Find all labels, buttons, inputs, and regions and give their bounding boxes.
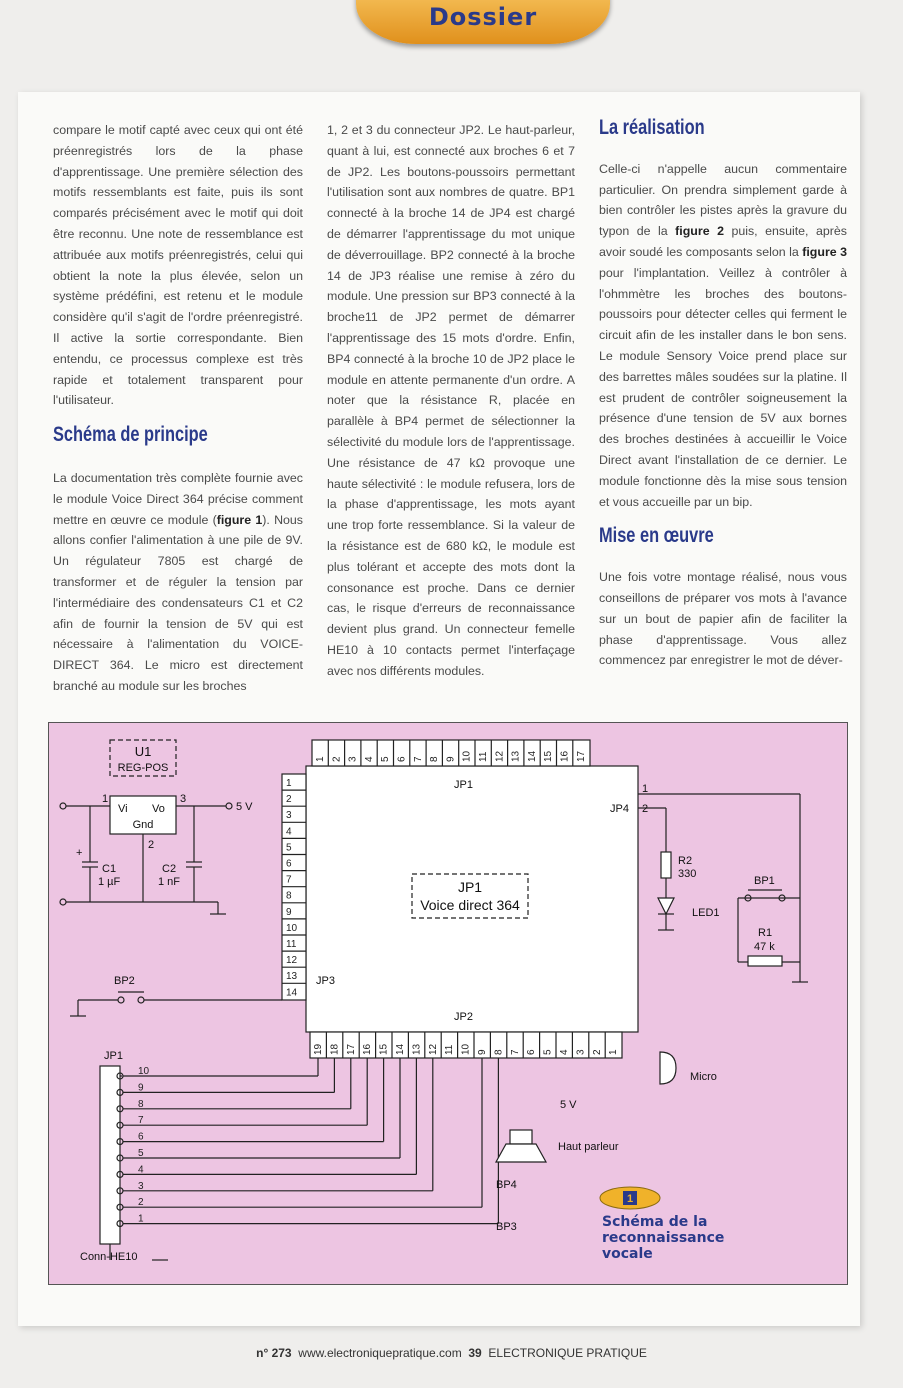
pin-number: 6	[526, 1049, 538, 1055]
pin-number: 8	[493, 1049, 505, 1055]
regpos-label: REG-POS	[117, 762, 169, 774]
text: ). Nous allons confier l'alimentation à une pile de 9V. Un régulateur 7805 est chargé de transformer et de réguler la tension par l'intermédiaire des condensateurs C1 et C2 afin de fournir la tension de 5V qui est nécessaire à l'alimentation du VOICE-DIRECT 364. Le micro est directement branché au module sur les broches	[53, 512, 303, 693]
pin-number: 9	[477, 1049, 488, 1055]
paragraph: Une fois votre montage réalisé, nous vous conseillons de préparer vos mots à l'avance sur un bout de papier afin de faciliter la phase d'apprentissage. Vous allez commencez par enregistrer le mot de déver-	[599, 570, 847, 668]
led1-label: LED1	[692, 907, 720, 919]
pin-number: 1	[608, 1049, 620, 1055]
r1-label: R1	[758, 927, 773, 939]
pin-number: 9	[286, 906, 292, 918]
pin-number: 10	[286, 922, 298, 934]
pin-number: 16	[559, 750, 571, 762]
module-label: JP1	[457, 879, 483, 895]
pin-label: 2	[642, 803, 649, 815]
paragraph: compare le motif capté avec ceux qui ont été préenregistrés lors de la phase d'apprentissage. Une première sélection des motifs ressemblants est faite, puis ils sont comparés précisément avec le motif qui doit être reconnu. Une note de ressemblance est attribuée aux motifs préenregistrés, celui qui obtient la note la plus élevée, selon un système prédéfini, est retenu et le module considère qu'il s'agit de l'ordre préenregistré. Il active la sortie correspondante. Bien entendu, ce processus complexe est très rapide et totalement transparent pour l'utilisateur.	[53, 123, 303, 408]
pin-number: 11	[444, 1044, 456, 1055]
r1-value: 47 k	[754, 941, 775, 953]
pin-number: 11	[478, 751, 489, 762]
pin-number: 4	[559, 1049, 570, 1055]
pin-number: 8	[138, 1098, 144, 1110]
site-url: www.electroniquepratique.com	[298, 1346, 462, 1360]
r2-value: 330	[678, 868, 697, 880]
pin-number: 5	[380, 756, 392, 762]
jp1-label: JP1	[454, 779, 473, 791]
pin-number: 17	[345, 1043, 357, 1055]
r2-label: R2	[678, 855, 693, 867]
paragraph	[599, 159, 847, 513]
bp1-label: BP1	[754, 875, 775, 887]
pin-number: 3	[347, 756, 359, 762]
pin-number: 14	[526, 750, 538, 762]
pin-number: 6	[138, 1131, 144, 1143]
pin-number: 10	[460, 1043, 472, 1055]
pin-number: 17	[575, 750, 587, 762]
pin-number: 19	[313, 1043, 324, 1055]
jp2-label: JP2	[454, 1011, 473, 1023]
pin-number: 3	[138, 1180, 144, 1192]
column-1	[53, 120, 303, 697]
pin-number: 7	[286, 874, 292, 886]
c2-label: C2	[162, 863, 177, 875]
bp3-label: BP3	[496, 1221, 517, 1233]
pin-number: 1	[286, 778, 292, 789]
pin-number: 18	[329, 1043, 341, 1055]
issue-number: n° 273	[256, 1346, 292, 1360]
gnd-label: Gnd	[132, 819, 154, 831]
pin-number: 13	[411, 1043, 423, 1055]
page-footer	[0, 1346, 903, 1360]
pin-number: 9	[445, 756, 457, 762]
paragraph	[53, 468, 303, 697]
conn-label: Conn-HE10	[80, 1251, 138, 1263]
pin-number: 3	[575, 1049, 587, 1055]
u1-label: U1	[134, 744, 152, 759]
c1-value: 1 µF	[98, 876, 121, 888]
pin-number: 12	[494, 750, 506, 762]
section-title: Dossier	[428, 3, 538, 31]
column-3	[599, 116, 847, 671]
caption-line: Schéma de la	[602, 1214, 708, 1230]
pin-number: 5	[138, 1148, 144, 1159]
figure-number: 1	[626, 1193, 634, 1205]
section-badge	[356, 0, 610, 44]
pin-number: 3	[286, 810, 292, 822]
pin-number: 2	[286, 794, 292, 806]
pin-number: 6	[396, 756, 408, 762]
circuit-diagram	[48, 722, 848, 1285]
pin-number: 10	[138, 1066, 150, 1077]
pin-number: 2	[138, 1197, 144, 1209]
pin-number: 16	[362, 1043, 374, 1055]
pin-number: 13	[510, 750, 522, 762]
pin-number: 1	[138, 1213, 144, 1225]
figure-ref: figure 2	[675, 224, 724, 239]
pin-label: 3	[180, 793, 187, 805]
c1-label: C1	[102, 863, 117, 875]
caption-line: vocale	[602, 1246, 653, 1262]
pin-number: 2	[331, 756, 343, 762]
pin-label: 2	[148, 839, 155, 851]
5v-label: 5 V	[236, 801, 253, 813]
heading-schema: Schéma de principe	[53, 423, 208, 447]
pin-number: 4	[138, 1164, 144, 1176]
pin-number: 7	[138, 1115, 144, 1127]
figure-ref: figure 3	[802, 244, 847, 259]
text: pour l'implantation. Veillez à contrôler à l'ohmmètre les broches des boutons-poussoirs pour détecter celles qui ferment le circuit afin de les installer dans le bon sens. Le module Sensory Voice prend place sur des barrettes mâles soudées sur la platine. Il est prudent de contrôler soigneusement la présence d'une tension de 5V aux bornes des broches destinées à accueillir le Voice Direct avant l'installation de ce dernier. Le module fonctionne dès la mise sous tension et vous accueille par un bip.	[599, 265, 847, 509]
pin-number: 9	[138, 1082, 144, 1094]
pin-number: 8	[286, 890, 292, 902]
text: La documentation très complète fournie avec le module Voice Direct 364 précise comment mettre en œuvre ce module (	[53, 470, 303, 527]
plus-label: +	[76, 847, 83, 859]
jp3-label: JP3	[316, 975, 335, 987]
pin-number: 12	[427, 1043, 439, 1055]
pin-number: 1	[315, 756, 326, 762]
jp4-label: JP4	[610, 803, 629, 815]
magazine-name: ELECTRONIQUE PRATIQUE	[488, 1346, 647, 1360]
vo-label: Vo	[152, 803, 165, 815]
micro-label: Micro	[690, 1071, 717, 1083]
pin-number: 10	[461, 750, 473, 762]
caption-line: reconnaissance	[602, 1230, 725, 1246]
pin-number: 7	[509, 1049, 521, 1055]
pin-number: 15	[378, 1043, 390, 1055]
bp2-label: BP2	[114, 975, 135, 987]
figure-ref: figure 1	[216, 512, 263, 527]
pin-label: 1	[102, 793, 109, 805]
pin-number: 14	[395, 1043, 406, 1055]
module-name: Voice direct 364	[420, 897, 520, 913]
pin-number: 5	[286, 842, 292, 854]
pin-number: 13	[286, 971, 298, 983]
paragraph: 1, 2 et 3 du connecteur JP2. Le haut-parleur, quant à lui, est connecté aux broches 6 et 7 de JP2. Les boutons-poussoirs permettant l'utilisation sont aux nombres de quatre. BP1 connecté à la broche 14 de JP4 est chargé de démarrer l'apprentissage du mot unique de déverrouillage. BP2 connecté à la broche 14 de JP3 réalise une remise à zéro du module. Une pression sur BP3 connecté à la broche11 de JP2 permet de démarrer l'apprentissage des 15 mots d'ordre. Enfin, BP4 connecté à la broche 10 de JP2 place le module en attente permanente d'un ordre. A noter que la résistance R, placée en parallèle à BP4 permet de sélectionner la sélectivité du module lors de l'apprentissage. Une résistance de 47 kΩ provoque une haute sélectivité : le module refusera, lors de la phase d'apprentissage, les mots ayant une trop forte ressemblance. Si la valeur de la résistance est de 680 kΩ, le module est plus tolérant et accepte des mots dont la consonance est proche. Dans ce dernier cas, le risque d'erreurs de reconnaissance devient plus grand. Un connecteur femelle HE10 à 10 contacts permet l'interfaçage avec nos différents modules.	[327, 123, 575, 678]
text: puis, ensuite, après avoir soudé les composants selon la	[599, 224, 847, 259]
pin-number: 6	[286, 858, 292, 870]
jp1-conn-label: JP1	[104, 1050, 123, 1062]
page-number: 39	[468, 1346, 482, 1360]
pin-number: 15	[543, 750, 555, 762]
heading-realisation: La réalisation	[599, 116, 705, 139]
heading-mise-en-oeuvre: Mise en œuvre	[599, 524, 714, 548]
pin-number: 4	[363, 756, 375, 762]
pin-number: 4	[286, 826, 292, 838]
pin-number: 2	[591, 1049, 603, 1055]
column-2	[327, 120, 575, 682]
pin-number: 5	[542, 1049, 554, 1055]
pin-number: 14	[286, 987, 298, 999]
pin-number: 12	[286, 955, 298, 967]
hp-label: Haut parleur	[558, 1141, 619, 1153]
pin-label: 1	[642, 783, 649, 795]
pin-number: 7	[412, 756, 424, 762]
5v-label: 5 V	[560, 1099, 577, 1111]
text: Celle-ci n'appelle aucun commentaire particulier. On prendra simplement garde à bien contrôler les pistes après la gravure du typon de la	[599, 161, 847, 239]
pin-number: 11	[286, 939, 297, 950]
c2-value: 1 nF	[158, 876, 181, 888]
vi-label: Vi	[118, 803, 128, 815]
bp4-label: BP4	[496, 1179, 517, 1191]
pin-number: 8	[429, 756, 441, 762]
